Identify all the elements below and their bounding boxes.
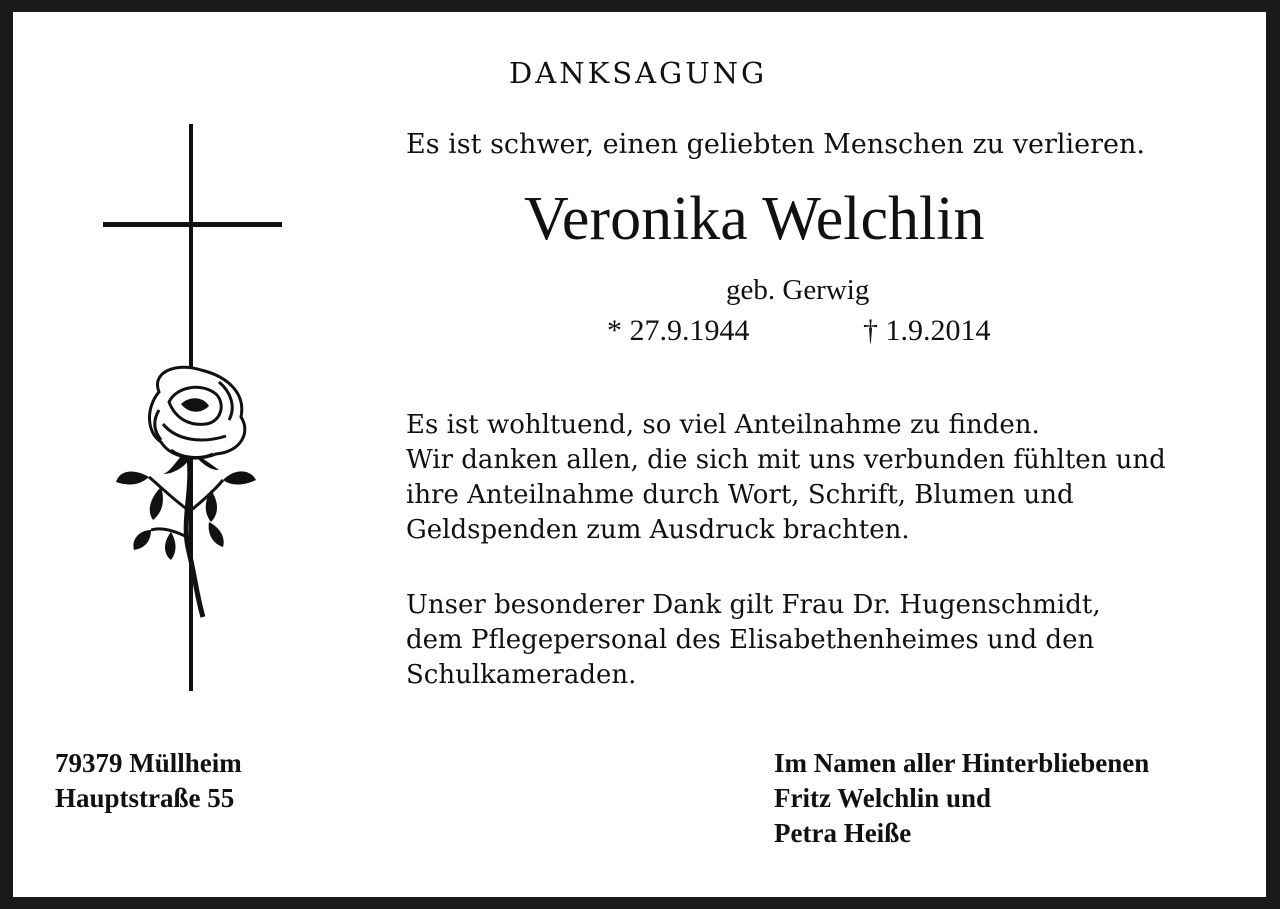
intro-line: Es ist schwer, einen geliebten Menschen zu verlieren. (406, 129, 1145, 160)
signature-intro: Im Namen aller Hinterbliebenen (774, 748, 1150, 778)
thanks-paragraph (406, 408, 1166, 548)
paragraph-line: dem Pflegepersonal des Elisabethenheimes und den (406, 625, 1095, 655)
rose-icon (101, 362, 261, 622)
address-city: 79379 Müllheim (55, 748, 242, 778)
paragraph-line: Es ist wohltuend, so viel Anteilnahme zu finden. (406, 410, 1040, 440)
cross-horizontal-bar (103, 222, 282, 227)
special-thanks-paragraph (406, 588, 1101, 693)
signer-name: Petra Heiße (774, 818, 912, 848)
family-address (55, 746, 242, 816)
address-street: Hauptstraße 55 (55, 783, 235, 813)
signature-block (774, 746, 1149, 851)
maiden-name: geb. Gerwig (726, 274, 870, 306)
signer-name: Fritz Welchlin und (774, 783, 992, 813)
paragraph-line: Schulkameraden. (406, 660, 637, 690)
notice-heading: DANKSAGUNG (509, 56, 768, 90)
death-date: † 1.9.2014 (863, 314, 991, 347)
deceased-name: Veronika Welchlin (524, 185, 985, 253)
paragraph-line: Geldspenden zum Ausdruck brachten. (406, 515, 910, 545)
birth-date: * 27.9.1944 (607, 314, 750, 347)
paragraph-line: ihre Anteilnahme durch Wort, Schrift, Blumen und (406, 480, 1074, 510)
paragraph-line: Wir danken allen, die sich mit uns verbunden fühlten und (406, 445, 1166, 475)
paragraph-line: Unser besonderer Dank gilt Frau Dr. Hugenschmidt, (406, 590, 1101, 620)
